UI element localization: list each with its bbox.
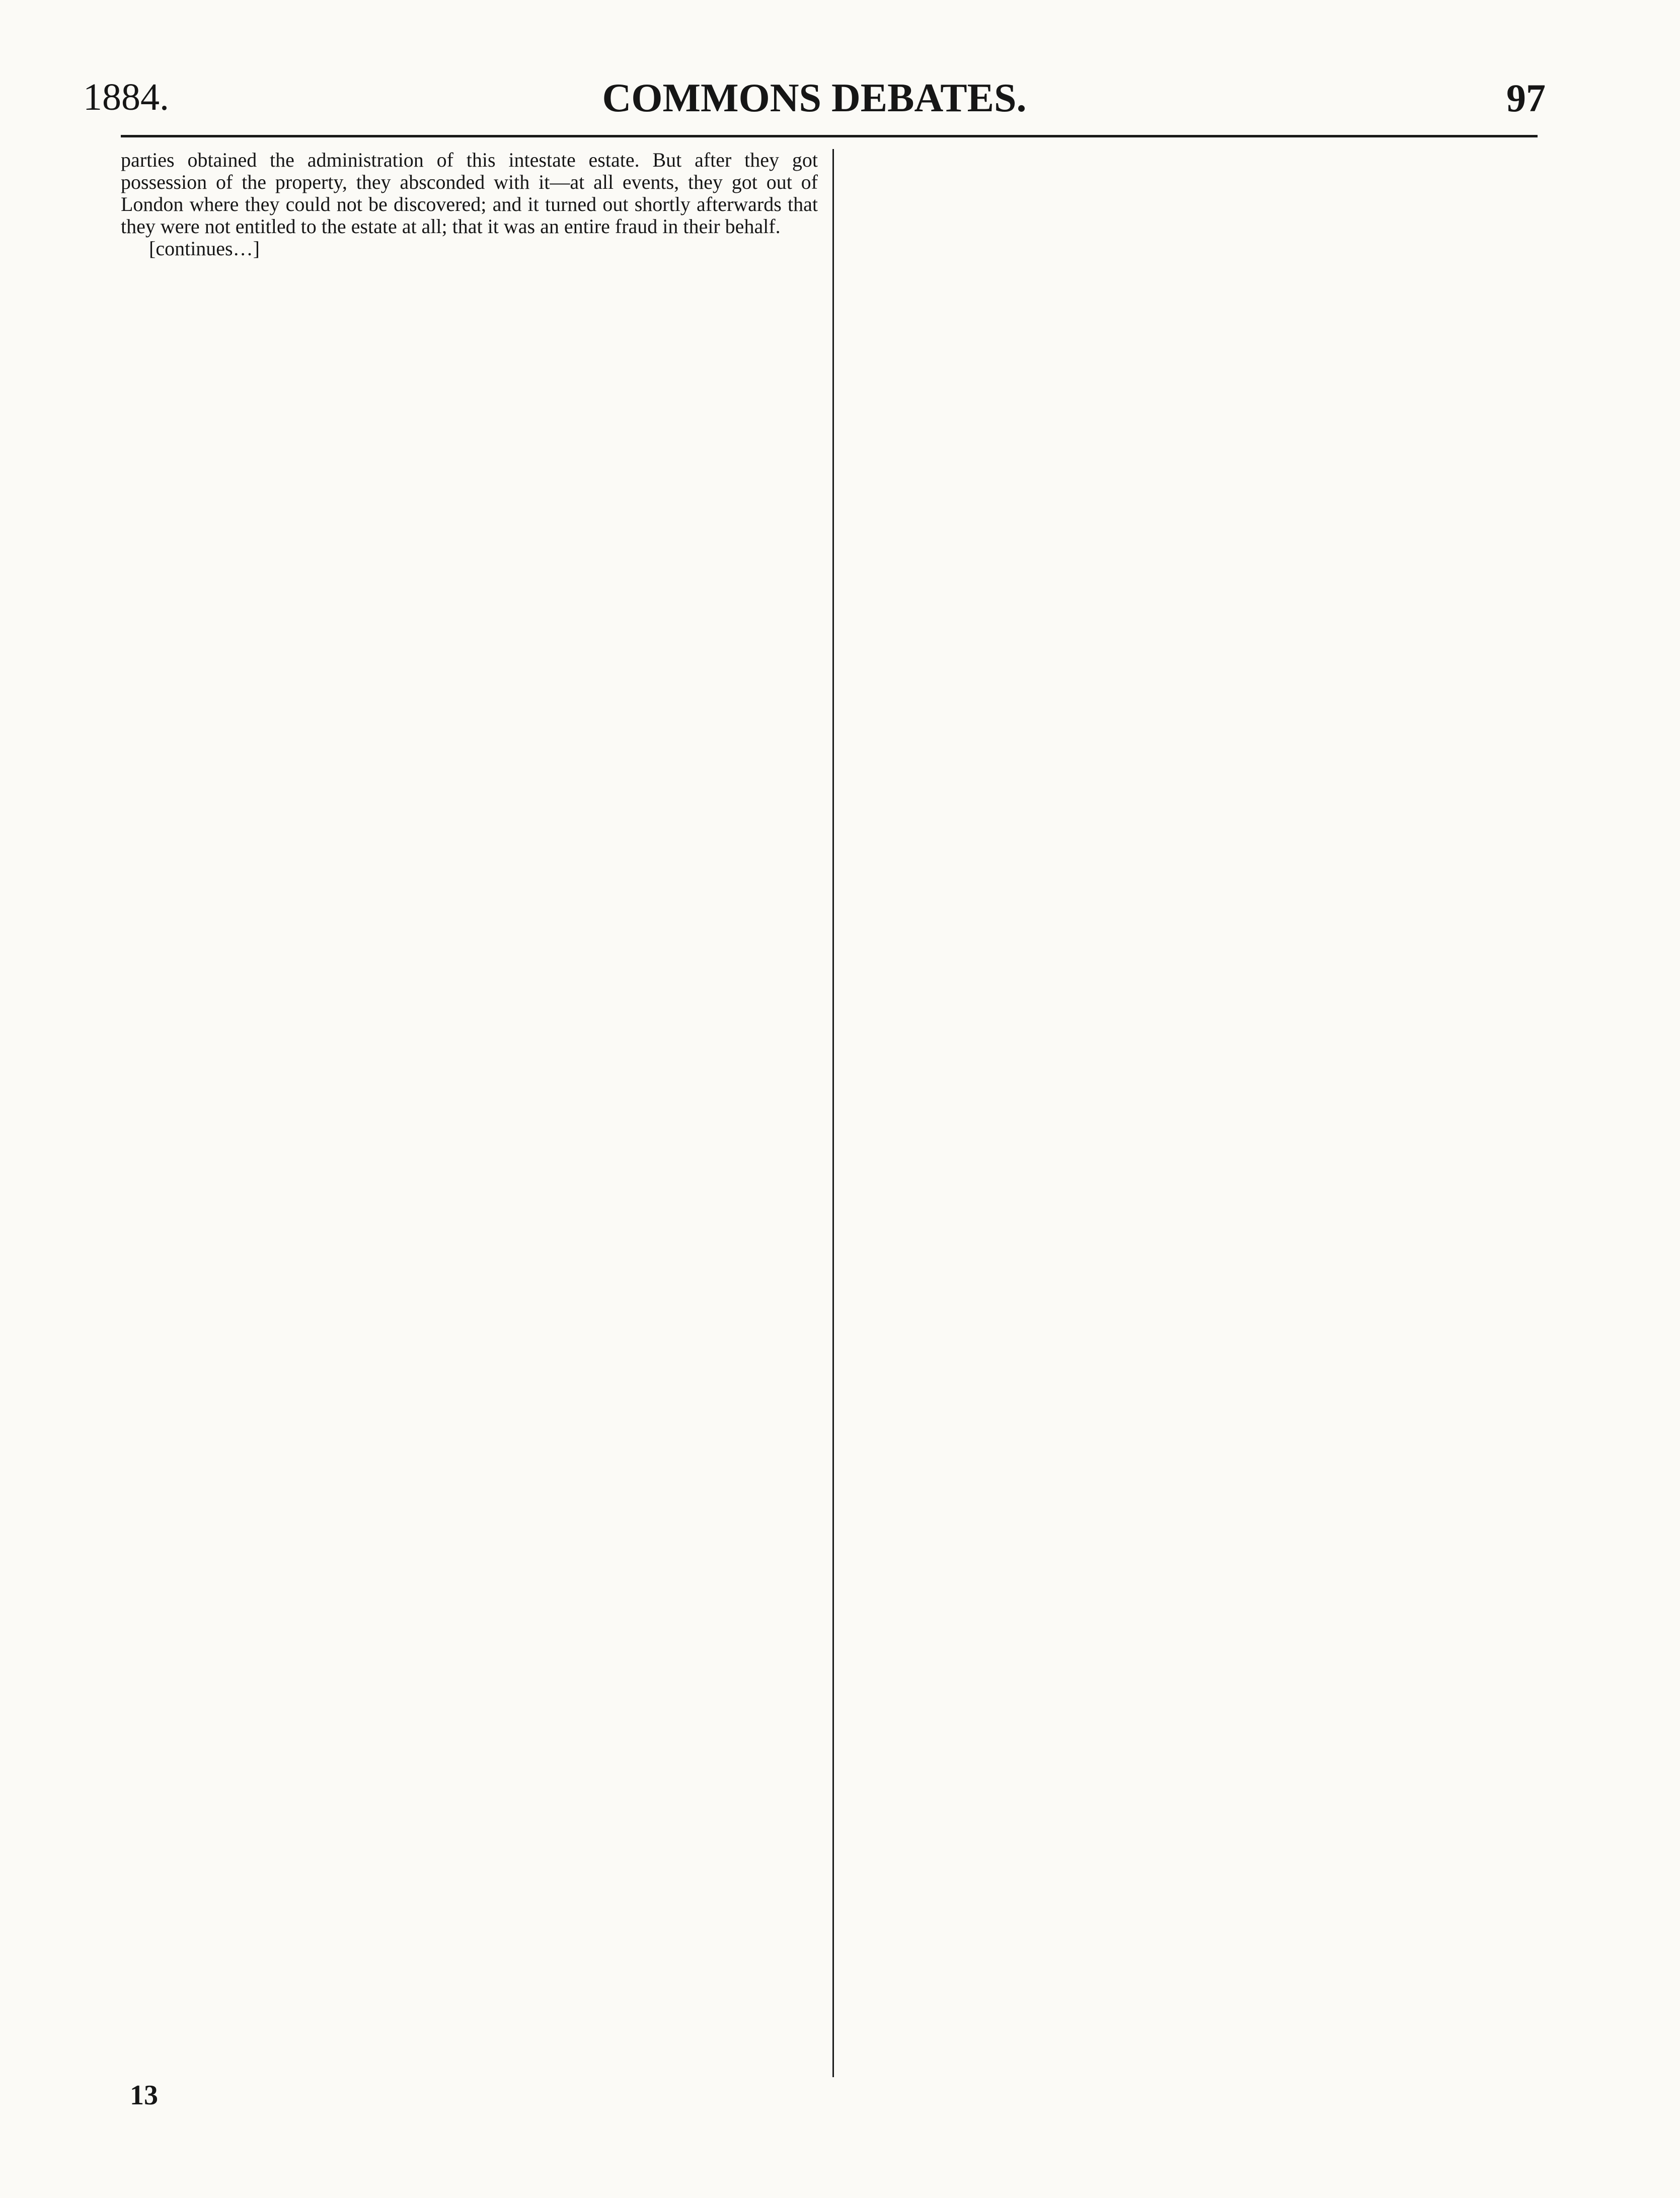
year: 1884. [83,76,169,118]
column-divider [832,149,834,2077]
page-header [83,76,1546,120]
journal-title: COMMONS DEBATES. [602,76,1027,120]
page-number: 97 [1506,76,1546,120]
right-column [847,149,1551,2112]
header-rule [121,135,1538,137]
signature-mark: 13 [130,2080,158,2111]
left-column [121,149,818,2077]
transcription-note: [continues…] [149,237,260,260]
paragraph: parties obtained the administration of this intestate estate. But after they got possession of the property, they absconded with it—at all events, they got out of London where they could not be discovered; and it turned out shortly afterwards that they were not entitled to the estate at all; that it was an entire fraud in their behalf. [121,149,818,238]
